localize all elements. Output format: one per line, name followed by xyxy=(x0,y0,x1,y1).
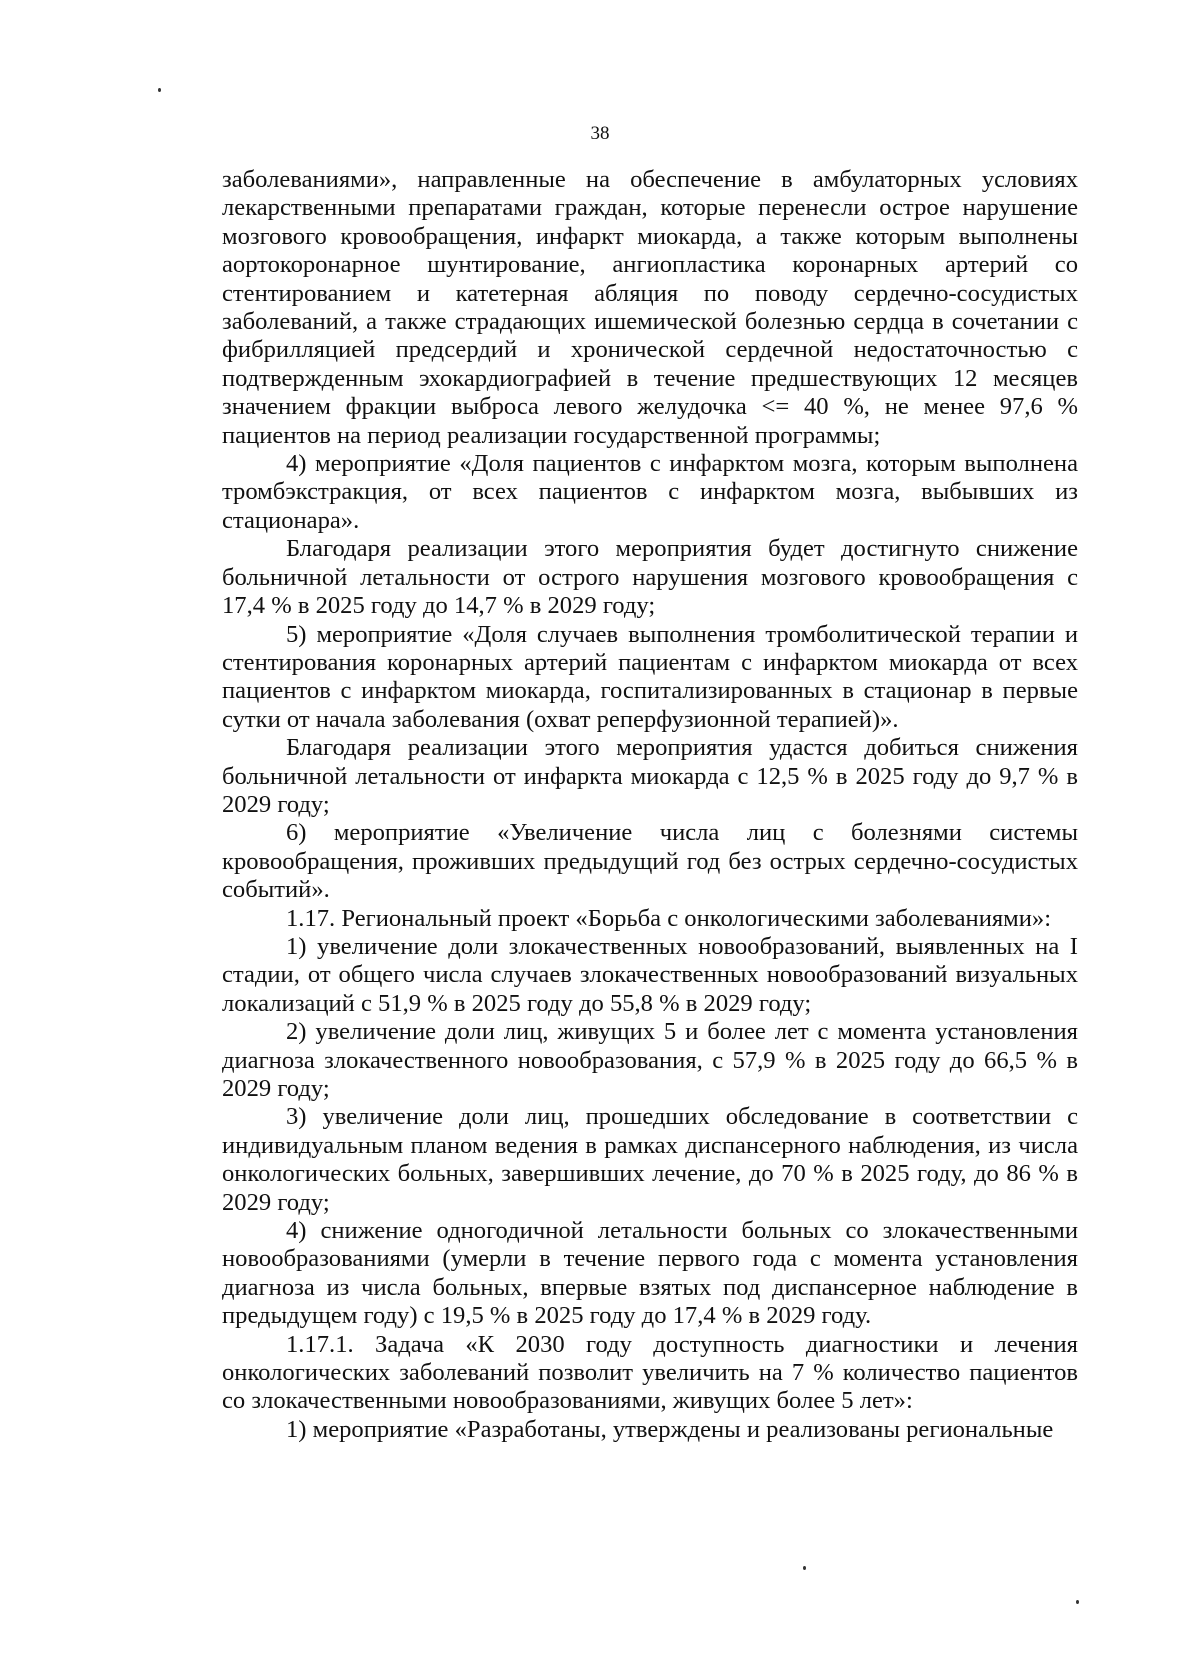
paragraph-measure-1: 1) мероприятие «Разработаны, утверждены и реализованы региональные xyxy=(286,1415,1054,1443)
paragraph-result-4: Благодаря реализации этого мероприятия будет достигнуто снижение больничной летальности от острого нарушения мозгового кровообращения с 17,4 % в 2025 году до 14,7 % в 2029 году; xyxy=(222,535,1078,620)
paragraph-indicator-1: 1) увеличение доли злокачественных новообразований, выявленных на I стадии, от общего числа случаев злокачественных новообразований визуальных локализаций с 51,9 % в 2025 году до 55,8 % в 2029 году; xyxy=(222,932,1078,1017)
paragraph-result-5: Благодаря реализации этого мероприятия удастся добиться снижения больничной летальности от инфаркта миокарда с 12,5 % в 2025 году до 9,7 % в 2029 году; xyxy=(222,734,1078,818)
paragraph-item-4: 4) мероприятие «Доля пациентов с инфарктом мозга, которым выполнена тромбэкстракция, от всех пациентов с инфарктом мозга, выбывших из стационара». xyxy=(222,450,1078,534)
scan-speck xyxy=(1076,1600,1079,1604)
paragraph-item-6: 6) мероприятие «Увеличение числа лиц с болезнями системы кровообращения, проживших предыдущий год без острых сердечно-сосудистых событий». xyxy=(222,819,1078,904)
paragraph-indicator-4: 4) снижение одногодичной летальности больных со злокачественными новообразованиями (умерли в течение первого года с момента установления диагноза из числа больных, впервые взятых под диспансерное наблюдение в предыдущем году) с 19,5 % в 2025 году до 17,4 % в 2029 году. xyxy=(222,1217,1078,1330)
paragraph-item-5: 5) мероприятие «Доля случаев выполнения тромболитической терапии и стентирования коронарных артерий пациентам с инфарктом миокарда от всех пациентов с инфарктом миокарда, госпитализированных в стационар в первые сутки от начала заболевания (охват реперфузионной терапией)». xyxy=(222,620,1078,733)
scan-speck xyxy=(158,88,161,92)
paragraph-indicator-2: 2) увеличение доли лиц, живущих 5 и более лет с момента установления диагноза злокачественного новообразования, с 57,9 % в 2025 году до 66,5 % в 2029 году; xyxy=(222,1018,1078,1102)
scan-speck xyxy=(803,1566,806,1570)
paragraph-indicator-3: 3) увеличение доли лиц, прошедших обследование в соответствии с индивидуальным планом ведения в рамках диспансерного наблюдения, из числа онкологических больных, завершивших лечение, до 70 % в 2025 году, до 86 % в 2029 году; xyxy=(222,1103,1078,1216)
section-heading-1-17: 1.17. Региональный проект «Борьба с онкологическими заболеваниями»: xyxy=(286,904,1052,932)
page-number: 38 xyxy=(590,123,610,144)
document-body xyxy=(222,166,1078,1444)
paragraph-continuation: заболеваниями», направленные на обеспечение в амбулаторных условиях лекарственными препаратами граждан, которые перенесли острое нарушение мозгового кровообращения, инфаркт миокарда, а также которым выполнены аортокоронарное шунтирование, ангиопластика коронарных артерий со стентированием и катетерная абляция по поводу сердечно-сосудистых заболеваний, а также страдающих ишемической болезнью сердца в сочетании с фибрилляцией предсердий и хронической сердечной недостаточностью с подтвержденным эхокардиографией в течение предшествующих 12 месяцев значением фракции выброса левого желудочка <= 40 %, не менее 97,6 % пациентов на период реализации государственной программы; xyxy=(222,166,1078,449)
section-heading-1-17-1: 1.17.1. Задача «К 2030 году доступность диагностики и лечения онкологических заболеваний позволит увеличить на 7 % количество пациентов со злокачественными новообразованиями, живущих более 5 лет»: xyxy=(222,1330,1078,1415)
